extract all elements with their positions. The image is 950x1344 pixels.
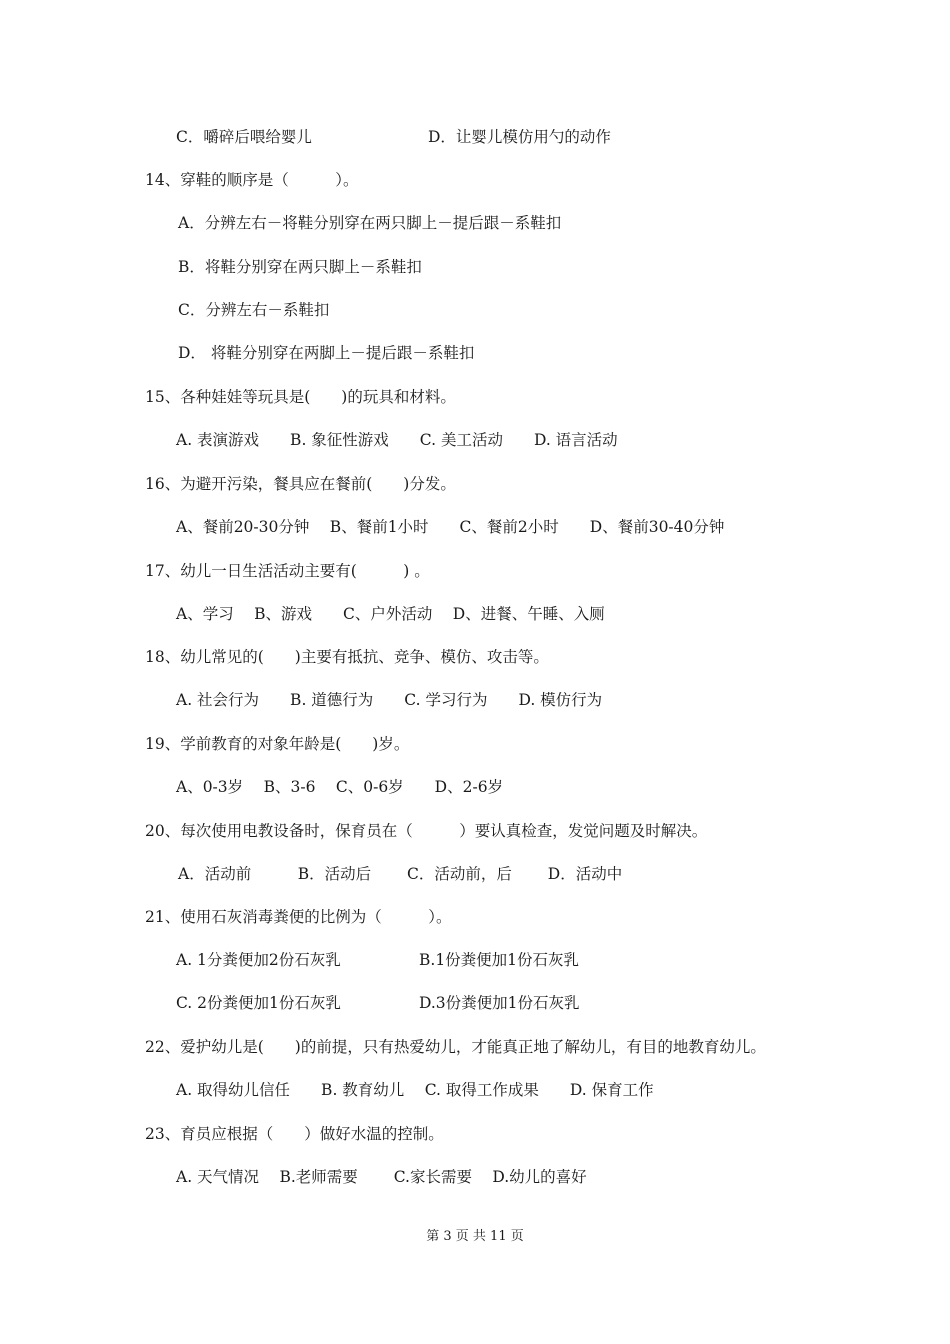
question-21: 21、使用石灰消毒粪便的比例为（ ）。: [145, 908, 452, 926]
q13-option-d: D．让婴儿模仿用勺的动作: [428, 128, 611, 146]
question-17: 17、幼儿一日生活活动主要有( ) 。: [145, 562, 430, 580]
q14-option-a: A．分辨左右－将鞋分别穿在两只脚上－提后跟－系鞋扣: [178, 214, 562, 232]
question-14: 14、穿鞋的顺序是（ ）。: [145, 171, 359, 189]
question-16: 16、为避开污染，餐具应在餐前( )分发。: [145, 475, 456, 493]
page-footer: 第 3 页 共 11 页: [426, 1229, 524, 1244]
q21-option-d: D.3份粪便加1份石灰乳: [419, 994, 580, 1012]
question-18: 18、幼儿常见的( )主要有抵抗、竞争、模仿、攻击等。: [145, 648, 549, 666]
q14-option-b: B．将鞋分别穿在两只脚上－系鞋扣: [178, 258, 422, 276]
q14-option-c: C．分辨左右－系鞋扣: [178, 301, 330, 319]
q19-options: A、0-3岁 B、3-6 C、0-6岁 D、2-6岁: [176, 778, 504, 796]
question-19: 19、学前教育的对象年龄是( )岁。: [145, 735, 410, 753]
q21-option-b: B.1份粪便加1份石灰乳: [419, 951, 580, 969]
q16-options: A、餐前20-30分钟 B、餐前1小时 C、餐前2小时 D、餐前30-40分钟: [176, 518, 725, 536]
q20-options: A．活动前 B．活动后 C．活动前，后 D．活动中: [178, 865, 623, 883]
q21-option-a: A. 1分粪便加2份石灰乳: [176, 951, 341, 969]
q13-option-c: C．嚼碎后喂给婴儿: [176, 128, 312, 146]
question-23: 23、育员应根据（ ）做好水温的控制。: [145, 1125, 444, 1143]
question-15: 15、各种娃娃等玩具是( )的玩具和材料。: [145, 388, 456, 406]
q14-option-d: D． 将鞋分别穿在两脚上－提后跟－系鞋扣: [178, 344, 475, 362]
q18-options: A. 社会行为 B. 道德行为 C. 学习行为 D. 模仿行为: [176, 691, 603, 709]
q17-options: A、学习 B、游戏 C、户外活动 D、进餐、午睡、入厕: [176, 605, 605, 623]
question-20: 20、每次使用电教设备时，保育员在（ ）要认真检查，发觉问题及时解决。: [145, 822, 708, 840]
q21-option-c: C. 2份粪便加1份石灰乳: [176, 994, 341, 1012]
question-22: 22、爱护幼儿是( )的前提，只有热爱幼儿，才能真正地了解幼儿，有目的地教育幼儿。: [145, 1038, 766, 1056]
q23-options: A. 天气情况 B.老师需要 C.家长需要 D.幼儿的喜好: [176, 1168, 587, 1186]
q15-options: A. 表演游戏 B. 象征性游戏 C. 美工活动 D. 语言活动: [176, 431, 618, 449]
q22-options: A. 取得幼儿信任 B. 教育幼儿 C. 取得工作成果 D. 保育工作: [176, 1081, 654, 1099]
